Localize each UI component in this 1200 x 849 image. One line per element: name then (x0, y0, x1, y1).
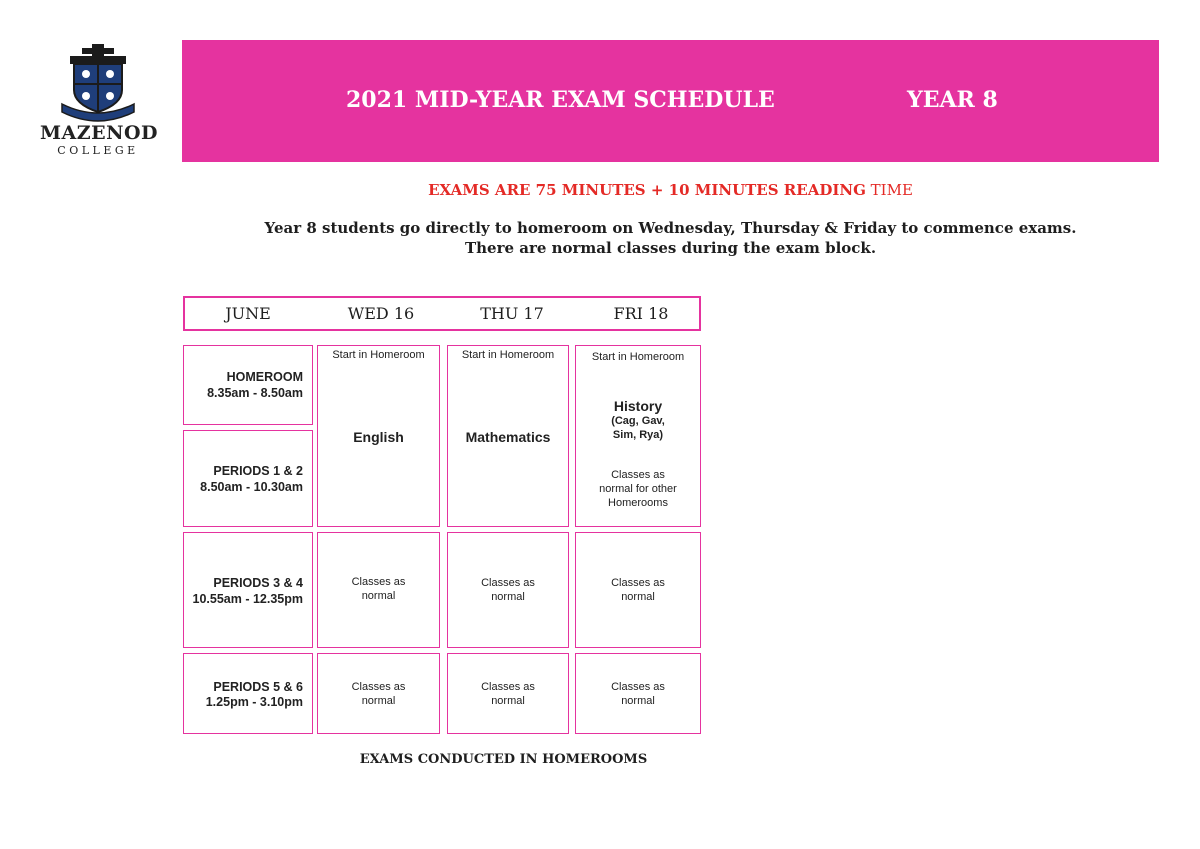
row-time: 10.55am - 12.35pm (192, 592, 303, 606)
footer-note: EXAMS CONDUCTED IN HOMEROOMS (359, 752, 648, 767)
header-thu: THU 17 (480, 304, 544, 323)
row-time: 8.50am - 10.30am (200, 480, 303, 494)
start-note-thu: Start in Homeroom (461, 349, 555, 361)
exam-groups-fri-2: Sim, Rya) (612, 429, 664, 441)
normal-cell-fri-p34 (575, 532, 701, 648)
exam-subject-thu: Mathematics (465, 429, 551, 445)
college-name: MAZENOD (40, 122, 159, 144)
others-note-fri-2: normal for other (599, 483, 677, 495)
normal-note: normal (361, 695, 396, 707)
normal-cell-wed-p56 (317, 653, 440, 734)
normal-cell-thu-p56 (447, 653, 569, 734)
normal-note: normal (491, 695, 525, 707)
start-note-fri: Start in Homeroom (591, 351, 685, 363)
normal-note: normal (621, 591, 655, 603)
header-wed: WED 16 (347, 304, 415, 323)
row-label-cell-homeroom (183, 345, 313, 425)
normal-note: Classes as (611, 681, 665, 693)
header-month: JUNE (225, 304, 271, 323)
row-label: PERIODS 1 & 2 (213, 464, 303, 478)
row-label: PERIODS 5 & 6 (213, 680, 303, 694)
row-label: PERIODS 3 & 4 (213, 576, 303, 590)
college-subtitle: COLLEGE (57, 144, 139, 157)
year-level: YEAR 8 (907, 87, 998, 113)
exam-length-tail: TIME (865, 181, 913, 199)
normal-note: normal (491, 591, 525, 603)
page-title: 2021 MID-YEAR EXAM SCHEDULE (346, 87, 775, 113)
exam-length-notice (182, 181, 1159, 199)
row-time: 1.25pm - 3.10pm (205, 695, 303, 709)
normal-cell-fri-p56 (575, 653, 701, 734)
others-note-fri-1: Classes as (611, 469, 665, 481)
exam-length-bold: EXAMS ARE 75 MINUTES + 10 MINUTES READING (428, 181, 866, 199)
exam-subject-wed: English (353, 429, 404, 445)
normal-note: normal (361, 590, 396, 602)
exam-groups-fri: (Cag, Gav, (611, 415, 665, 427)
normal-note: Classes as (351, 576, 406, 588)
instruction-line-1: Year 8 students go directly to homeroom on Wednesday, Thursday & Friday to commence exams. (264, 219, 1077, 237)
header-fri: FRI 18 (613, 304, 669, 323)
row-label: HOMEROOM (226, 370, 303, 384)
row-time: 8.35am - 8.50am (207, 386, 303, 400)
normal-note: Classes as (481, 681, 535, 693)
others-note-fri-3: Homerooms (608, 497, 668, 509)
normal-note: Classes as (611, 577, 665, 589)
normal-note: Classes as (351, 681, 406, 693)
start-note-wed: Start in Homeroom (332, 349, 425, 361)
normal-note: normal (621, 695, 655, 707)
instruction-line-2: There are normal classes during the exam block. (464, 239, 877, 257)
row-label-cell-periods-3-4 (183, 532, 313, 648)
normal-note: Classes as (481, 577, 535, 589)
normal-cell-thu-p34 (447, 532, 569, 648)
row-label-cell-periods-1-2 (183, 430, 313, 527)
exam-subject-fri: History (613, 398, 663, 414)
